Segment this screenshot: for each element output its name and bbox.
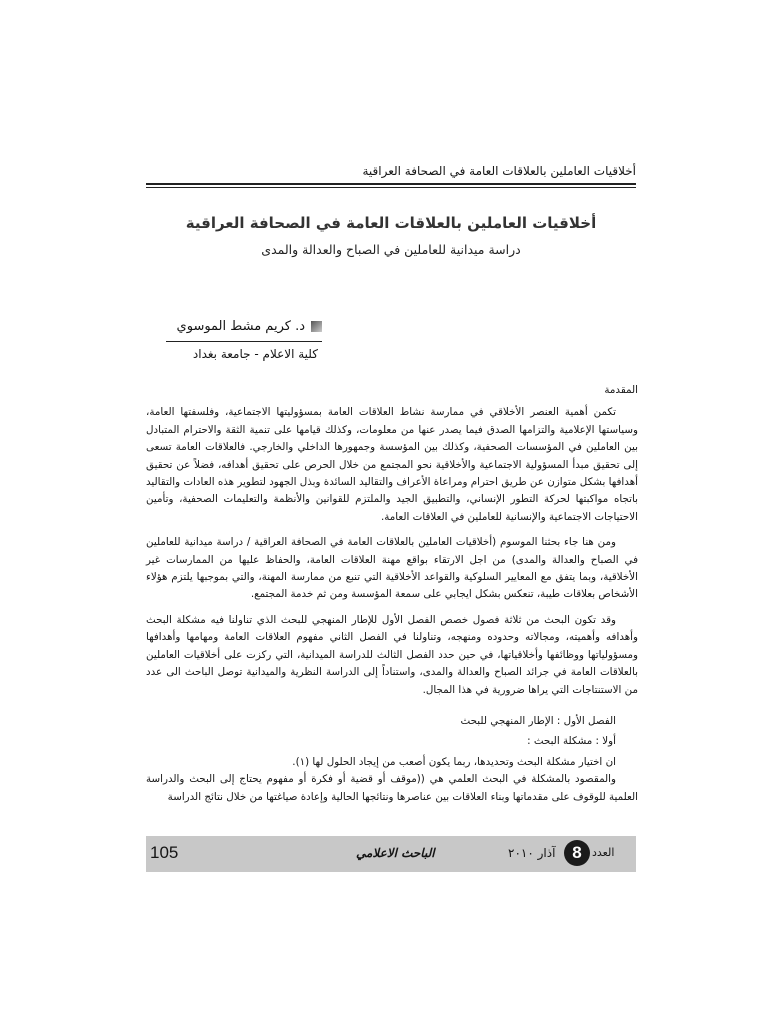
article-title: أخلاقيات العاملين بالعلاقات العامة في الصحافة العراقية [185, 214, 597, 232]
issue-number-badge: 8 [564, 840, 590, 866]
body-line: ان اختيار مشكلة البحث وتحديدها، ربما يكون أصعب من إيجاد الحلول لها (١). [292, 755, 616, 768]
author-affiliation: كلية الاعلام - جامعة بغداد [192, 347, 318, 361]
page-number: 105 [150, 843, 179, 862]
body-paragraph: ومن هنا جاء بحثنا الموسوم (أخلاقيات العاملين بالعلاقات العامة في الصحافة العراقية / دراسة ميدانية للعاملين في الصباح والعدالة والمدى) من اجل الارتقاء بواقع مهنة العلاقات العامة، والحفاظ عليها من الممارسات غير الأخلاقية، وبما يتفق مع المعايير السلوكية والقواعد الأخلاقية التي تنبع من ممارسة المهنة، والتي بموجبها يلتزم هؤلاء الأشخاص بعلاقات طيبة، تنعكس بشكل ايجابي على سمعة المؤسسة ومن ثم خدمة المجتمع. [146, 536, 638, 601]
header-rule-thin [146, 187, 636, 188]
body-paragraph: وقد تكون البحث من ثلاثة فصول خصص الفصل الأول للإطار المنهجي للبحث الذي تناولنا فيه مشكلة البحث وأهدافه وأهميته، ومجالاته وحدوده ومنهجه، وتناولنا في الفصل الثاني مفهوم العلاقات العامة ومهامها وأهدافها ومسؤولياتها ووظائفها وأخلاقياتها، في حين حدد الفصل الثالث للدراسة الميدانية، التي ركزت على أخلاقيات العاملين بالعلاقات العامة في جرائد الصباح والعدالة والمدى، واستناداً إلى الدراسة النظرية والميدانية توصل الباحث الى عدد من الاستنتاجات التي يراها ضرورية في هذا المجال. [146, 613, 638, 696]
issue-date: آذار ٢٠١٠ [508, 846, 556, 860]
section-label-intro: المقدمة [604, 384, 638, 396]
article-body [146, 382, 638, 806]
bullet-icon [311, 321, 322, 332]
issue-label: العدد [592, 846, 615, 859]
author-line [177, 319, 322, 334]
subheading: أولا : مشكلة البحث : [527, 735, 616, 748]
header-rule [146, 183, 636, 185]
chapter-heading: الفصل الأول : الإطار المنهجي للبحث [460, 714, 616, 727]
body-line: والمقصود بالمشكلة في البحث العلمي هي ((موقف أو قضية أو فكرة أو مفهوم يحتاج إلى البحث والدراسة العلمية للوقوف على مقدماتها وبناء العلاقات بين عناصرها ونتائجها الحالية وإعادة صياغتها من خلال نتائج الدراسة [146, 773, 638, 803]
page-footer [146, 836, 636, 872]
author-name: د. كريم مشط الموسوي [176, 319, 305, 334]
running-header: أخلاقيات العاملين بالعلاقات العامة في الصحافة العراقية [362, 164, 636, 178]
body-paragraph: تكمن أهمية العنصر الأخلاقي في ممارسة نشاط العلاقات العامة بمسؤوليتها الاجتماعية، وفلسفتها العامة، وسياستها الإعلامية والتزامها الصدق فيما يصدر عنها من معلومات، وكذلك قيامها على تنمية الثقة والاحترام المتبادل بين العاملين في المؤسسات الصحفية، وكذلك بين المؤسسة وجمهورها الداخلي والخارجي. فالعلاقات العامة تسعى إلى تحقيق مبدأ المسؤولية الاجتماعية والأخلاقية نحو المجتمع من خلال الحرص على تحقيق أهدافه، فضلاً عن تحقيق أهدافها بشكل متوازن عن طريق احترام ومراعاة الأعراف والتقاليد السائدة وبذل الجهود لتطوير هذه العادات والتقاليد باتجاه مواكبتها لحركة التطور الإنساني، والتطبيق الجيد والملتزم للقوانين والأنظمة والتعليمات الصحفية، وتأمين الاحتياجات الاجتماعية والإنسانية للعاملين في العلاقات العامة. [146, 406, 638, 523]
journal-name: الباحث الاعلامي [356, 846, 435, 860]
article-subtitle: دراسة ميدانية للعاملين في الصباح والعدالة والمدى [261, 242, 521, 257]
author-rule [166, 341, 322, 342]
